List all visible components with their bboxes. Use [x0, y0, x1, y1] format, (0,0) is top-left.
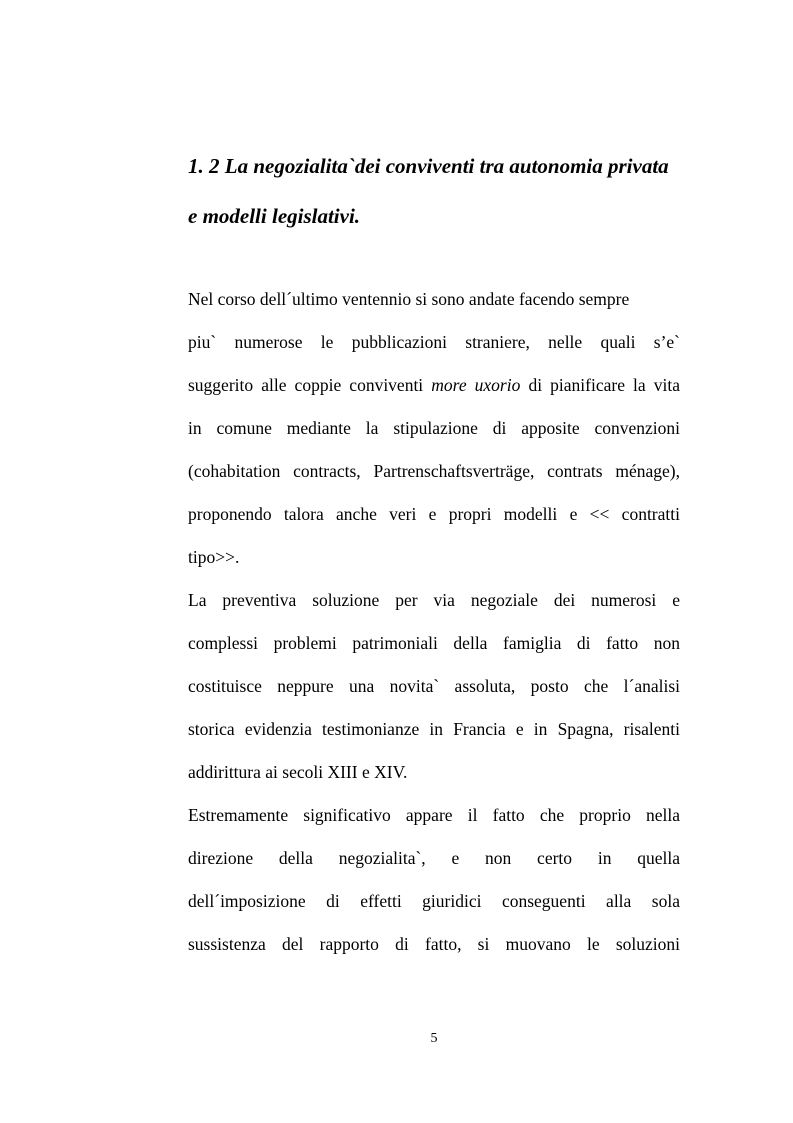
paragraph-line: dell´imposizione di effetti giuridici conseguenti alla sola [188, 891, 680, 911]
paragraph-line: complessi problemi patrimoniali della famiglia di fatto non [188, 633, 680, 653]
paragraph-line: addirittura ai secoli XIII e XIV. [188, 762, 408, 782]
paragraph-line: sussistenza del rapporto di fatto, si muovano le soluzioni [188, 934, 680, 954]
paragraph-line: proponendo talora anche veri e propri modelli e << contratti [188, 504, 680, 524]
paragraph-line: Nel corso dell´ultimo ventennio si sono andate facendo sempre [188, 289, 630, 309]
paragraph-line: costituisce neppure una novita` assoluta, posto che l´analisi [188, 676, 680, 696]
section-heading-line-2: e modelli legislativi. [188, 204, 361, 228]
paragraph-line: in comune mediante la stipulazione di apposite convenzioni [188, 418, 680, 438]
paragraph-text: suggerito alle coppie conviventi [188, 375, 432, 395]
section-heading-line-1: 1. 2 La negozialita`dei conviventi tra autonomia privata [188, 154, 669, 178]
paragraph-line [188, 374, 680, 396]
page-number: 5 [430, 1031, 438, 1046]
paragraph-line: (cohabitation contracts, Partrenschaftsverträge, contrats ménage), [188, 461, 680, 481]
paragraph-line: direzione della negozialita`, e non certo in quella [188, 848, 680, 868]
paragraph-line: storica evidenzia testimonianze in Francia e in Spagna, risalenti [188, 719, 680, 739]
paragraph-line: Estremamente significativo appare il fatto che proprio nella [188, 805, 680, 825]
paragraph-line: piu` numerose le pubblicazioni straniere, nelle quali s’e` [188, 332, 680, 352]
paragraph-line: tipo>>. [188, 547, 240, 567]
paragraph-line: La preventiva soluzione per via negoziale dei numerosi e [188, 590, 680, 610]
italic-phrase: more uxorio [431, 375, 521, 395]
paragraph-text: di pianificare la vita [520, 375, 681, 395]
